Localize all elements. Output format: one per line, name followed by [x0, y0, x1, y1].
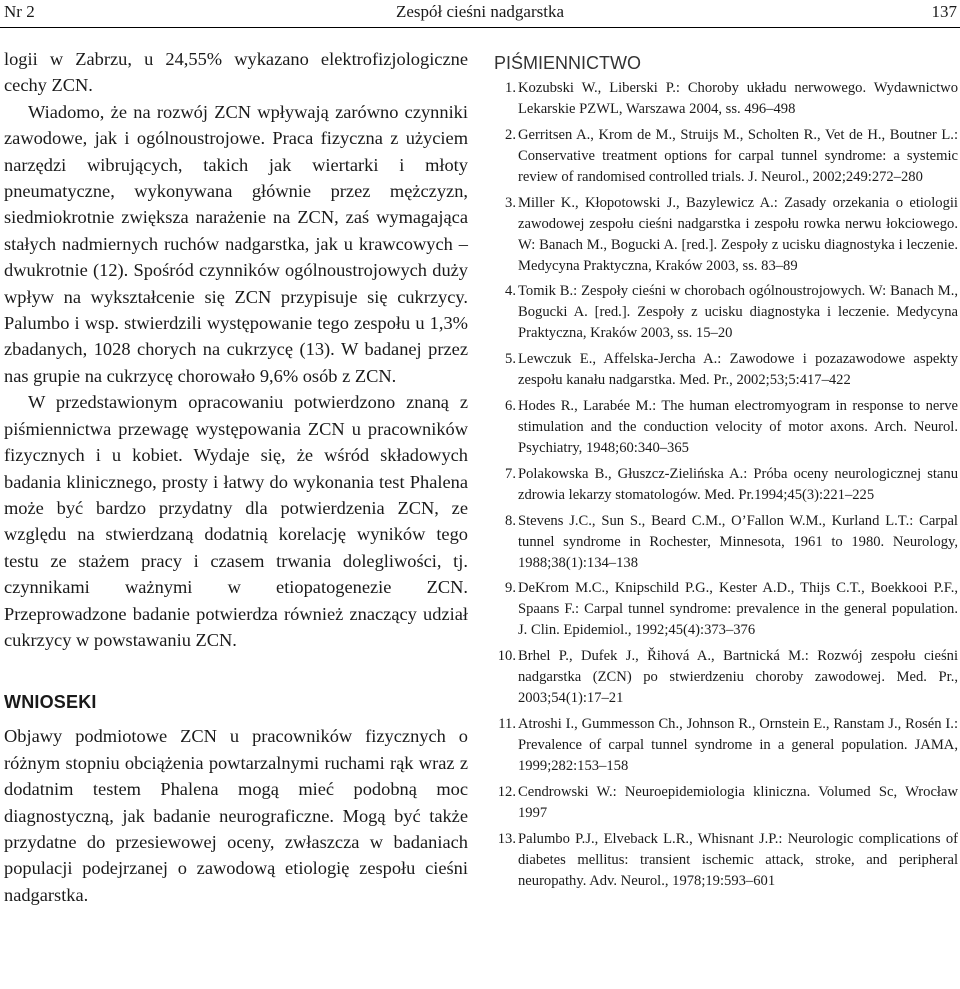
reference-item [494, 193, 958, 277]
reference-number: 11. [498, 715, 516, 732]
reference-text: Kozubski W., Liberski P.: Choroby układu nerwowego. Wydawnictwo Lekarskie PZWL, Warszawa 2004, ss. 496–498 [518, 80, 958, 117]
reference-number: 6. [505, 397, 516, 414]
conclusions-paragraph: Objawy podmiotowe ZCN u pracowników fizycznych o różnym stopniu obciążenia powtarzalnymi ruchami rąk wraz z dodatnim testem Phalena mogą mieć podobną moc diagnostyczną, jak badanie neurograficzne. Mogą być także przydatne do przesiewowej oceny, zwłaszcza w badaniach populacji podejrzanej o zawodową etiologię zespołu cieśni nadgarstka. [4, 726, 468, 905]
reference-text: Cendrowski W.: Neuroepidemiologia kliniczna. Volumed Sc, Wrocław 1997 [518, 783, 958, 821]
issue-number: Nr 2 [4, 2, 35, 21]
reference-text: DeKrom M.C., Knipschild P.G., Kester A.D., Thijs C.T., Boekkooi P.F., Spaans F.: Carpal tunnel syndrome: prevalence in the general population. J. Clin. Epidemiol., 1992;45(4):373–376 [518, 580, 958, 639]
reference-item [494, 396, 958, 459]
reference-text: Palumbo P.J., Elveback L.R., Whisnant J.P.: Neurologic complications of diabetes mellitus: transient ischemic attack, stroke, and peripheral neuropathy. Adv. Neurol., 1978;19:593–601 [518, 830, 958, 889]
reference-list [494, 78, 958, 892]
reference-text: Polakowska B., Głuszcz-Zielińska A.: Próba oceny neurologicznej stanu zdrowia lekarzy stomatologów. Med. Pr.1994;45(3):221–225 [518, 465, 958, 503]
reference-number: 1. [505, 80, 516, 96]
reference-text: Brhel P., Dufek J., Řihová A., Bartnická M.: Rozwój zespołu cieśni nadgarstka (ZCN) po stwierdzeniu choroby zawodowej. Med. Pr., 2003;54(1):17–21 [518, 648, 958, 707]
body-paragraph: W przedstawionym opracowaniu potwierdzono znaną z piśmiennictwa przewagę występowania ZCN u pracowników fizycznych i u kobiet. Wydaje się, że wśród składowych badania klinicznego, prosty i łatwy do wykonania test Phalena może być bardzo przydatny dla potwierdzenia ZCN, ze względu na stwierdzaną dodatnią korelację wyników tego testu ze stażem pracy i czasem trwania dolegliwości, tj. czynnikami ważnymi w etiopatogenezie ZCN. Przeprowadzone badanie potwierdza również znaczący udział cukrzycy w powstawaniu ZCN. [4, 392, 468, 650]
reference-text: Gerritsen A., Krom de M., Struijs M., Scholten R., Vet de H., Boutner L.: Conservative treatment options for carpal tunnel syndrome: a systemic review of randomised controlled trials. J. Neurol., 2002;249:272–280 [518, 126, 958, 185]
reference-number: 8. [505, 512, 516, 529]
reference-text: Stevens J.C., Sun S., Beard C.M., O’Fallon W.M., Kurland L.T.: Carpal tunnel syndrome in Rochester, Minnesota, 1961 to 1980. Neurology, 1988;38(1):134–138 [518, 512, 958, 571]
left-column [4, 46, 468, 908]
reference-text: Tomik B.: Zespoły cieśni w chorobach ogólnoustrojowych. W: Banach M., Bogucki A. [red.]. Zespoły z ucisku diagnostyka i leczenie. Medycyna Praktyczna, Kraków 2003, ss. 15–20 [518, 283, 958, 342]
header-rule [0, 27, 960, 28]
reference-number: 7. [505, 465, 516, 482]
reference-text: Atroshi I., Gummesson Ch., Johnson R., Ornstein E., Ranstam J., Rosén I.: Prevalence of carpal tunnel syndrome in a general population. JAMA, 1999;282:153–158 [518, 715, 958, 774]
reference-text: Miller K., Kłopotowski J., Bazylewicz A.: Zasady orzekania o etiologii zawodowej zespołu cieśni nadgarstka i zespołu rowka nerwu łokciowego. W: Banach M., Bogucki A. [red.]. Zespoły z ucisku diagnostyka i leczenie. Medycyna Praktyczna, Kraków 2003, ss. 83–89 [518, 194, 958, 274]
reference-item [494, 646, 958, 709]
reference-item [494, 78, 958, 120]
page-number: 137 [931, 2, 957, 21]
reference-number: 12. [497, 783, 516, 800]
reference-text: Hodes R., Larabée M.: The human electromyogram in response to nerve stimulation and the conduction velocity of motor axons. Arch. Neurol. Psychiatry, 1948;60:340–365 [518, 397, 958, 456]
conclusions-heading: WNIOSEKI [4, 692, 97, 713]
reference-item [494, 829, 958, 892]
body-paragraph: logii w Zabrzu, u 24,55% wykazano elektrofizjologiczne cechy ZCN. [4, 49, 468, 96]
reference-number: 10. [497, 648, 516, 665]
reference-item [494, 281, 958, 344]
reference-item [494, 125, 958, 188]
reference-number: 9. [505, 580, 516, 597]
references-heading: PIŚMIENNICTWO [494, 53, 641, 73]
reference-item [494, 714, 958, 777]
reference-item [494, 782, 958, 824]
reference-item [494, 349, 958, 391]
reference-item [494, 511, 958, 574]
right-column [494, 52, 958, 896]
reference-number: 2. [505, 126, 516, 143]
reference-text: Lewczuk E., Affelska-Jercha A.: Zawodowe i pozazawodowe aspekty zespołu kanału nadgarstka. Med. Pr., 2002;53;5:417–422 [518, 351, 958, 389]
reference-number: 13. [497, 830, 516, 847]
body-paragraph: Wiadomo, że na rozwój ZCN wpływają zarówno czynniki zawodowe, jak i ogólnoustrojowe. Praca fizyczna z użyciem narzędzi wibrujących, takich jak wiertarki i młoty pneumatyczne, wykonywana głównie przez mężczyzn, siedmiokrotnie zwiększa narażenie na ZCN, zaś wymagająca stałych nadmiernych ruchów nadgarstka, jak u krawcowych – dwukrotnie (12). Spośród czynników ogólnoustrojowych duży wpływ na wykształcenie się ZCN przypisuje się cukrzycy. Palumbo i wsp. stwierdzili występowanie tego zespołu u 1,3% zbadanych, 1028 chorych na cukrzycę (13). W badanej przez nas grupie na cukrzycę chorowało 9,6% osób z ZCN. [4, 101, 468, 386]
reference-item [494, 578, 958, 641]
reference-number: 4. [505, 283, 516, 300]
reference-number: 3. [505, 194, 516, 211]
running-header [0, 0, 960, 24]
reference-number: 5. [505, 351, 516, 368]
running-title: Zespół cieśni nadgarstka [395, 2, 565, 21]
reference-item [494, 464, 958, 506]
